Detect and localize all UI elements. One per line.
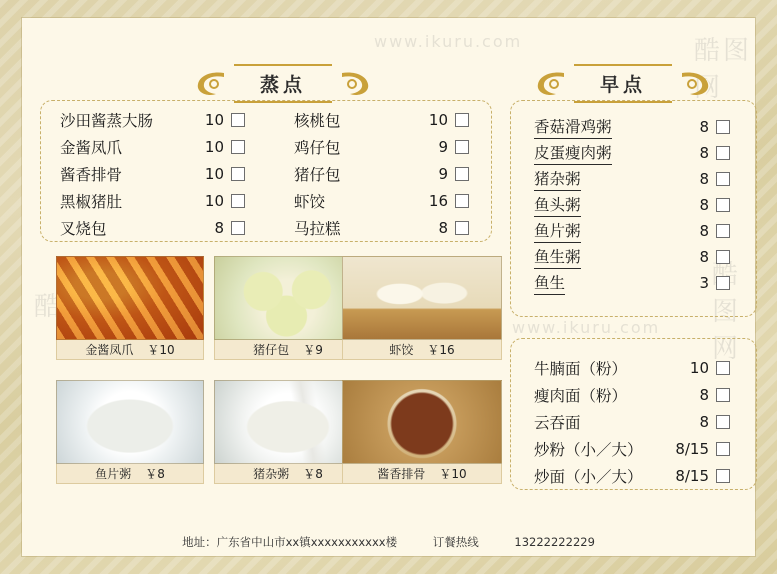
item-name: 鱼片粥	[534, 219, 581, 243]
item-name: 沙田酱蒸大肠	[60, 111, 154, 130]
item-price: 9	[438, 164, 448, 183]
item-price: 10	[204, 110, 224, 129]
item-checkbox[interactable]	[455, 167, 469, 181]
item-checkbox[interactable]	[716, 120, 730, 134]
item-name: 虾饺	[294, 192, 326, 211]
dish-caption	[56, 464, 204, 484]
dish-price: ￥8	[303, 467, 323, 481]
watermark-text: www.ikuru.com	[374, 32, 523, 51]
menu-item[interactable]	[534, 218, 730, 244]
noodles-list	[534, 354, 730, 489]
item-name: 鱼生	[534, 271, 565, 295]
item-price: 8	[699, 412, 709, 431]
item-price: 8	[699, 118, 709, 136]
item-checkbox[interactable]	[716, 388, 730, 402]
item-name: 猪杂粥	[534, 167, 581, 191]
item-name: 猪仔包	[294, 165, 341, 184]
item-price: 9	[438, 137, 448, 156]
watermark-text: 酷图网	[712, 260, 742, 364]
item-name: 核桃包	[294, 111, 341, 130]
item-checkbox[interactable]	[716, 415, 730, 429]
item-checkbox[interactable]	[716, 250, 730, 264]
dish-price: ￥10	[147, 343, 175, 357]
dish-price: ￥10	[439, 467, 467, 481]
item-checkbox[interactable]	[455, 194, 469, 208]
menu-item[interactable]	[60, 187, 245, 214]
item-name: 牛腩面（粉）	[534, 359, 628, 378]
ornament-right-icon	[678, 69, 712, 99]
item-checkbox[interactable]	[231, 194, 245, 208]
menu-item[interactable]	[60, 160, 245, 187]
menu-item[interactable]	[534, 462, 730, 489]
item-name: 酱香排骨	[60, 165, 123, 184]
item-name: 金酱凤爪	[60, 138, 123, 157]
dish-photo-card[interactable]	[56, 380, 204, 484]
menu-item[interactable]	[534, 408, 730, 435]
dish-image	[342, 380, 502, 464]
dish-name: 猪仔包	[253, 343, 290, 357]
dish-caption	[342, 340, 502, 360]
dish-image	[56, 256, 204, 340]
menu-item[interactable]	[534, 140, 730, 166]
dish-image	[56, 380, 204, 464]
dish-photo-card[interactable]	[342, 256, 502, 360]
item-name: 香菇滑鸡粥	[534, 115, 612, 139]
item-name: 鱼头粥	[534, 193, 581, 217]
footer-hotline-number: 13222222229	[514, 535, 595, 549]
item-price: 8	[438, 218, 448, 237]
menu-item[interactable]	[294, 133, 469, 160]
item-price: 8/15	[675, 439, 709, 458]
item-price: 10	[689, 358, 709, 377]
item-checkbox[interactable]	[455, 221, 469, 235]
menu-item[interactable]	[534, 354, 730, 381]
item-price: 8	[699, 385, 709, 404]
footer-hotline-label: 订餐热线	[432, 535, 479, 549]
dish-image	[214, 380, 362, 464]
watermark-text: www.ikuru.com	[512, 318, 661, 337]
item-price: 8	[699, 222, 709, 240]
item-price: 10	[204, 137, 224, 156]
item-name: 瘦肉面（粉）	[534, 386, 628, 405]
dish-name: 鱼片粥	[95, 467, 132, 481]
item-checkbox[interactable]	[716, 146, 730, 160]
menu-item[interactable]	[534, 114, 730, 140]
item-price: 3	[699, 274, 709, 292]
footer	[22, 534, 755, 550]
item-checkbox[interactable]	[231, 167, 245, 181]
item-checkbox[interactable]	[716, 276, 730, 290]
dish-image	[214, 256, 362, 340]
section-title-steamed	[194, 64, 372, 103]
item-checkbox[interactable]	[716, 361, 730, 375]
item-price: 8	[699, 144, 709, 162]
dish-caption	[56, 340, 204, 360]
dish-photo-card[interactable]	[214, 256, 362, 360]
item-name: 叉烧包	[60, 219, 107, 238]
item-price: 16	[428, 191, 448, 210]
menu-inner-card	[22, 18, 755, 556]
section-title-breakfast	[534, 64, 712, 103]
dish-price: ￥16	[427, 343, 455, 357]
item-name: 黑椒猪肚	[60, 192, 123, 211]
dish-price: ￥9	[303, 343, 323, 357]
ornament-left-icon	[534, 69, 568, 99]
item-checkbox[interactable]	[231, 221, 245, 235]
item-name: 马拉糕	[294, 219, 341, 238]
ornament-left-icon	[194, 69, 228, 99]
item-checkbox[interactable]	[716, 442, 730, 456]
item-price: 10	[428, 110, 448, 129]
dish-image	[342, 256, 502, 340]
menu-item[interactable]	[534, 435, 730, 462]
dish-name: 虾饺	[389, 343, 414, 357]
item-price: 10	[204, 164, 224, 183]
item-name: 炒面（小／大）	[534, 467, 643, 486]
item-price: 8/15	[675, 466, 709, 485]
menu-item[interactable]	[294, 187, 469, 214]
item-price: 8	[699, 196, 709, 214]
ornament-right-icon	[338, 69, 372, 99]
breakfast-list	[534, 114, 730, 296]
dish-photo-card[interactable]	[56, 256, 204, 360]
item-name: 炒粉（小／大）	[534, 440, 643, 459]
item-name: 鸡仔包	[294, 138, 341, 157]
steamed-right-list	[294, 106, 469, 241]
dish-caption	[214, 464, 362, 484]
menu-item[interactable]	[60, 106, 245, 133]
section-title-text: 早点	[574, 64, 672, 103]
dish-name: 猪杂粥	[253, 467, 290, 481]
footer-address: 地址：广东省中山市xx镇xxxxxxxxxxx楼	[182, 535, 398, 549]
item-checkbox[interactable]	[455, 140, 469, 154]
dish-caption	[214, 340, 362, 360]
item-checkbox[interactable]	[716, 198, 730, 212]
item-price: 10	[204, 191, 224, 210]
menu-item[interactable]	[534, 166, 730, 192]
section-title-text: 蒸点	[234, 64, 332, 103]
item-name: 鱼生粥	[534, 245, 581, 269]
item-name: 云吞面	[534, 413, 581, 432]
dish-price: ￥8	[145, 467, 165, 481]
dish-photo-card[interactable]	[214, 380, 362, 484]
menu-item[interactable]	[534, 270, 730, 296]
menu-item[interactable]	[294, 214, 469, 241]
item-checkbox[interactable]	[716, 224, 730, 238]
menu-item[interactable]	[294, 106, 469, 133]
item-price: 8	[214, 218, 224, 237]
item-name: 皮蛋瘦肉粥	[534, 141, 612, 165]
menu-item[interactable]	[534, 192, 730, 218]
dish-name: 金酱凤爪	[85, 343, 134, 357]
dish-name: 酱香排骨	[377, 467, 426, 481]
item-checkbox[interactable]	[716, 469, 730, 483]
steamed-left-list	[60, 106, 245, 241]
item-price: 8	[699, 170, 709, 188]
item-checkbox[interactable]	[455, 113, 469, 127]
menu-item[interactable]	[534, 381, 730, 408]
item-checkbox[interactable]	[231, 113, 245, 127]
watermark-text: 酷图网	[694, 36, 753, 103]
menu-item[interactable]	[534, 244, 730, 270]
dish-caption	[342, 464, 502, 484]
menu-item[interactable]	[294, 160, 469, 187]
menu-item[interactable]	[60, 133, 245, 160]
menu-item[interactable]	[60, 214, 245, 241]
item-checkbox[interactable]	[231, 140, 245, 154]
item-checkbox[interactable]	[716, 172, 730, 186]
dish-photo-card[interactable]	[342, 380, 502, 484]
item-price: 8	[699, 248, 709, 266]
